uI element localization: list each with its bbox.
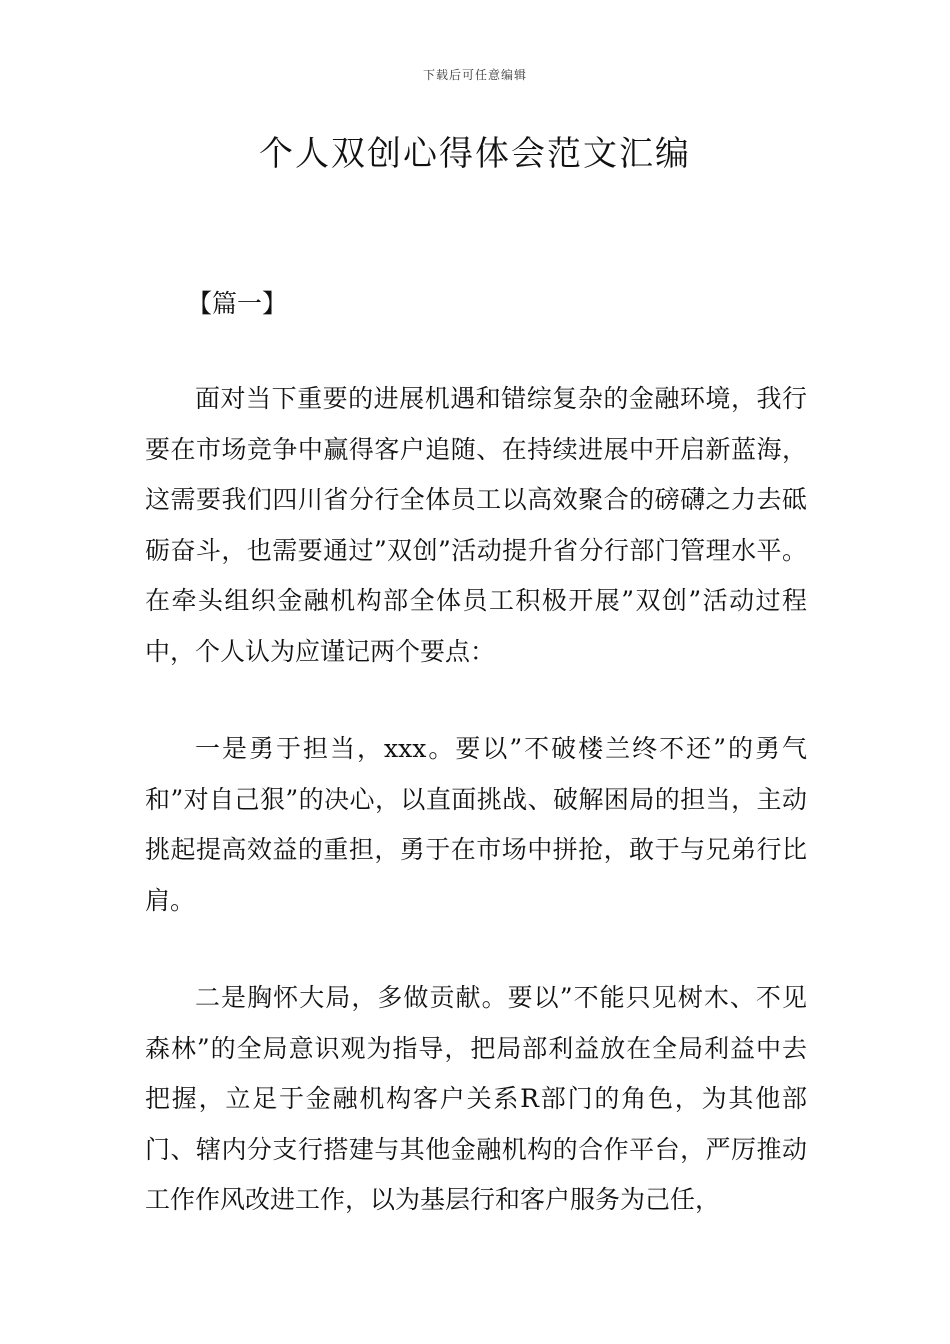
paragraph-point-one: 一是勇于担当，xxx。要以”不破楼兰终不还”的勇气和”对自己狠”的决心，以直面挑战、破解困局的担当，主动挑起提高效益的重担，勇于在市场中拼抢，敢于与兄弟行比肩。 bbox=[145, 734, 807, 915]
document-title: 个人双创心得体会范文汇编 bbox=[259, 134, 691, 174]
header-note: 下载后可任意编辑 bbox=[422, 68, 527, 82]
paragraph-point-two: 二是胸怀大局，多做贡献。要以”不能只见树木、不见森林”的全局意识观为指导，把局部利益放在全局利益中去把握，立足于金融机构客户关系R部门的角色，为其他部门、辖内分支行搭建与其他金融机构的合作平台，严厉推动工作作风改进工作，以为基层行和客户服务为己任， bbox=[145, 983, 807, 1214]
paragraph-intro: 面对当下重要的进展机遇和错综复杂的金融环境，我行要在市场竞争中赢得客户追随、在持续进展中开启新蓝海，这需要我们四川省分行全体员工以高效聚合的磅礴之力去砥砺奋斗，也需要通过”双创”活动提升省分行部门管理水平。在牵头组织金融机构部全体员工积极开展”双创”活动过程中，个人认为应谨记两个要点： bbox=[145, 384, 807, 666]
section-heading: 【篇一】 bbox=[187, 289, 288, 318]
